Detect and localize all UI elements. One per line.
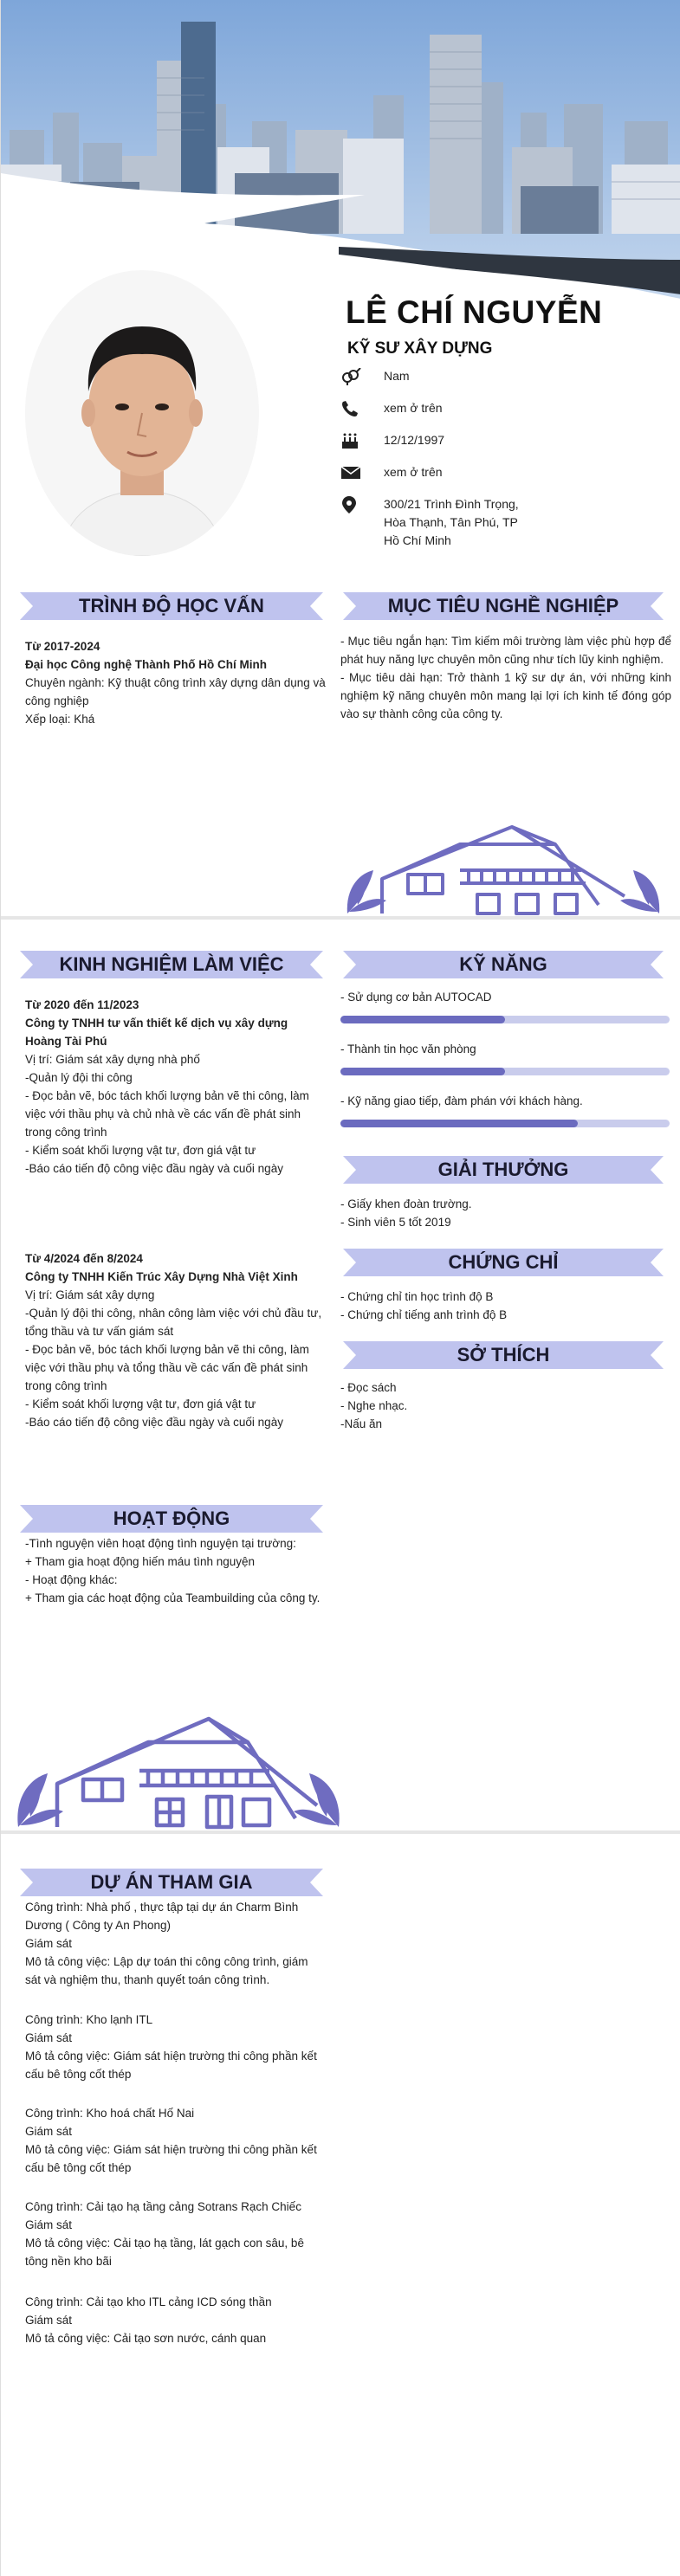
hobbies-heading-ribbon bbox=[343, 1341, 664, 1369]
objective-block bbox=[340, 632, 671, 723]
award-item: - Sinh viên 5 tốt 2019 bbox=[340, 1216, 451, 1229]
project-role: Giám sát bbox=[25, 2031, 73, 2044]
project-item bbox=[25, 2293, 325, 2347]
activity-line: + Tham gia hoạt động hiến máu tình nguyện bbox=[25, 1555, 256, 1568]
job-1-duty-4: -Báo cáo tiến độ công việc đầu ngày và cuối ngày bbox=[25, 1162, 283, 1175]
project-role: Giám sát bbox=[25, 1937, 73, 1950]
education-heading: TRÌNH ĐỘ HỌC VẤN bbox=[79, 595, 264, 617]
experience-heading: KINH NGHIỆM LÀM VIỆC bbox=[59, 953, 284, 975]
project-item bbox=[25, 2011, 325, 2083]
hobbies-block bbox=[340, 1378, 670, 1433]
birthday-cake-icon bbox=[340, 431, 366, 450]
certificates-heading-ribbon bbox=[343, 1249, 664, 1276]
activity-line: - Hoạt động khác: bbox=[25, 1573, 118, 1586]
certificates-block bbox=[340, 1288, 670, 1324]
project-name: Công trình: Cải tạo kho ITL cảng ICD sóng thần bbox=[25, 2295, 272, 2308]
location-pin-icon bbox=[340, 495, 366, 514]
certificate-item: - Chứng chỉ tin học trình độ B bbox=[340, 1290, 494, 1303]
skill-item bbox=[340, 1041, 670, 1075]
hobby-item: - Nghe nhạc. bbox=[340, 1399, 408, 1412]
project-desc: Mô tả công việc: Giám sát hiện trường thi công phần kết cấu bê tông cốt thép bbox=[25, 2050, 317, 2081]
experience-job-2 bbox=[25, 1249, 323, 1431]
project-name: Công trình: Kho lạnh ITL bbox=[25, 2013, 153, 2026]
activity-line: + Tham gia các hoạt động của Teambuilding của công ty. bbox=[25, 1591, 321, 1604]
skill-bar bbox=[340, 1068, 670, 1075]
project-desc: Mô tả công việc: Giám sát hiện trường thi công phần kết cấu bê tông cốt thép bbox=[25, 2143, 317, 2174]
project-role: Giám sát bbox=[25, 2218, 73, 2231]
project-desc: Mô tả công việc: Cải tạo sơn nước, cánh quan bbox=[25, 2332, 267, 2345]
contact-birthday-text: 12/12/1997 bbox=[384, 433, 445, 447]
education-major: Chuyên ngành: Kỹ thuật công trình xây dựng dân dụng và công nghiệp bbox=[25, 676, 326, 707]
activity-line: -Tình nguyện viên hoạt động tình nguyện tại trường: bbox=[25, 1537, 296, 1550]
education-school: Đại học Công nghệ Thành Phố Hồ Chí Minh bbox=[25, 658, 267, 671]
contact-email bbox=[340, 463, 566, 482]
certificate-item: - Chứng chỉ tiếng anh trình độ B bbox=[340, 1308, 508, 1321]
job-2-duty-1: -Quản lý đội thi công, nhân công làm việc với chủ đầu tư, tổng thầu và tư vấn giám sát bbox=[25, 1307, 322, 1338]
experience-heading-ribbon bbox=[20, 951, 323, 978]
contact-info-list bbox=[340, 367, 566, 563]
skills-heading: KỸ NĂNG bbox=[459, 953, 547, 975]
skill-label: - Sử dụng cơ bản AUTOCAD bbox=[340, 991, 492, 1004]
skill-item bbox=[340, 1093, 670, 1127]
education-block bbox=[25, 637, 327, 728]
candidate-name: LÊ CHÍ NGUYỄN bbox=[346, 294, 603, 330]
skill-item bbox=[340, 989, 670, 1023]
skill-label: - Kỹ năng giao tiếp, đàm phán với khách hàng. bbox=[340, 1094, 583, 1107]
job-2-duty-3: - Kiểm soát khối lượng vật tư, đơn giá vật tư bbox=[25, 1398, 256, 1411]
contact-birthday bbox=[340, 431, 566, 450]
project-name: Công trình: Kho hoá chất Hố Nai bbox=[25, 2107, 195, 2120]
contact-phone bbox=[340, 399, 566, 418]
awards-block bbox=[340, 1195, 670, 1231]
activities-heading: HOẠT ĐỘNG bbox=[113, 1508, 230, 1529]
project-item bbox=[25, 2104, 325, 2177]
hobbies-heading: SỞ THÍCH bbox=[457, 1344, 550, 1365]
certificates-heading: CHỨNG CHỈ bbox=[448, 1251, 559, 1273]
job-2-duty-2: - Đọc bản vẽ, bóc tách khối lượng bản vẽ thi công, làm việc với thầu phụ và tổng thầu về các vấn đề phát sinh trong công trình bbox=[25, 1343, 309, 1392]
project-role: Giám sát bbox=[25, 2314, 73, 2327]
house-illustration bbox=[10, 1688, 347, 1833]
project-desc: Mô tả công việc: Lập dự toán thi công công trình, giám sát và nghiệm thu, thanh quyết toán công trình. bbox=[25, 1955, 308, 1986]
gender-icon bbox=[340, 367, 366, 386]
objective-heading: MỤC TIÊU NGHỀ NGHIỆP bbox=[387, 595, 619, 617]
skill-bar-fill bbox=[340, 1120, 578, 1127]
cv-sheet-2 bbox=[1, 920, 680, 1830]
skills-block bbox=[340, 989, 670, 1145]
envelope-icon bbox=[340, 463, 366, 482]
contact-gender bbox=[340, 367, 566, 386]
activities-heading-ribbon bbox=[20, 1505, 323, 1533]
objective-short-term: - Mục tiêu ngắn hạn: Tìm kiếm môi trường làm việc phù hợp để phát huy năng lực chuyên môn cũng như tích lũy kinh nghiệm. bbox=[340, 635, 671, 666]
project-item bbox=[25, 1898, 325, 1989]
skill-bar bbox=[340, 1016, 670, 1023]
cv-sheet-3 bbox=[1, 1834, 680, 2576]
objective-long-term: - Mục tiêu dài hạn: Trở thành 1 kỹ sư dự án, với những kinh nghiệm kỹ năng chuyên môn mang lại lợi ích kinh tế đóng góp vào sự thành công của công ty. bbox=[340, 671, 671, 720]
education-heading-ribbon bbox=[20, 592, 323, 620]
job-1-role: Vị trí: Giám sát xây dựng nhà phố bbox=[25, 1053, 200, 1066]
activities-block bbox=[25, 1534, 325, 1607]
project-item bbox=[25, 2198, 325, 2270]
avatar-photo bbox=[25, 270, 259, 556]
awards-heading: GIẢI THƯỞNG bbox=[437, 1159, 569, 1180]
education-period: Từ 2017-2024 bbox=[25, 640, 100, 653]
skill-bar bbox=[340, 1120, 670, 1127]
contact-address-text: 300/21 Trình Đình Trọng, Hòa Thạnh, Tân Phú, TP Hồ Chí Minh bbox=[384, 497, 519, 547]
awards-heading-ribbon bbox=[343, 1156, 664, 1184]
cv-sheet-1 bbox=[1, 0, 680, 916]
education-grade: Xếp loại: Khá bbox=[25, 713, 95, 726]
job-1-duty-2: - Đọc bản vẽ, bóc tách khối lượng bản vẽ thi công, làm việc với thầu phụ và chủ nhà về các vấn đề phát sinh trong công trình bbox=[25, 1089, 309, 1139]
job-2-company: Công ty TNHH Kiến Trúc Xây Dựng Nhà Việt Xinh bbox=[25, 1270, 298, 1283]
projects-heading: DỰ ÁN THAM GIA bbox=[90, 1871, 253, 1893]
phone-icon bbox=[340, 399, 366, 418]
contact-gender-text: Nam bbox=[384, 369, 410, 383]
skill-bar-fill bbox=[340, 1068, 505, 1075]
skill-bar-fill bbox=[340, 1016, 505, 1023]
projects-heading-ribbon bbox=[20, 1869, 323, 1896]
contact-address bbox=[340, 495, 566, 550]
job-1-company: Công ty TNHH tư vấn thiết kế dịch vụ xây dựng Hoàng Tài Phú bbox=[25, 1017, 288, 1048]
award-item: - Giấy khen đoàn trường. bbox=[340, 1198, 472, 1211]
job-1-period: Từ 2020 đến 11/2023 bbox=[25, 998, 139, 1011]
city-skyline-banner bbox=[1, 0, 680, 312]
project-role: Giám sát bbox=[25, 2125, 73, 2138]
contact-email-text: xem ở trên bbox=[384, 465, 443, 479]
skills-heading-ribbon bbox=[343, 951, 664, 978]
job-1-duty-1: -Quản lý đội thi công bbox=[25, 1071, 133, 1084]
project-desc: Mô tả công việc: Cải tạo hạ tầng, lát gạch con sâu, bê tông nền kho bãi bbox=[25, 2237, 304, 2268]
job-title: KỸ SƯ XÂY DỰNG bbox=[347, 339, 493, 358]
experience-job-1 bbox=[25, 996, 323, 1178]
job-2-duty-4: -Báo cáo tiến độ công việc đầu ngày và cuối ngày bbox=[25, 1416, 283, 1429]
project-name: Công trình: Nhà phố , thực tập tại dự án Charm Bình Dương ( Công ty An Phong) bbox=[25, 1901, 299, 1932]
job-1-duty-3: - Kiểm soát khối lượng vật tư, đơn giá vật tư bbox=[25, 1144, 256, 1157]
contact-phone-text: xem ở trên bbox=[384, 401, 443, 415]
house-illustration bbox=[339, 792, 668, 919]
job-2-period: Từ 4/2024 đến 8/2024 bbox=[25, 1252, 143, 1265]
hobby-item: -Nấu ăn bbox=[340, 1417, 383, 1430]
objective-heading-ribbon bbox=[343, 592, 664, 620]
hobby-item: - Đọc sách bbox=[340, 1381, 397, 1394]
job-2-role: Vị trí: Giám sát xây dựng bbox=[25, 1288, 155, 1301]
skill-label: - Thành tin học văn phòng bbox=[340, 1043, 476, 1056]
project-name: Công trình: Cải tạo hạ tầng cảng Sotrans Rạch Chiếc bbox=[25, 2200, 301, 2213]
